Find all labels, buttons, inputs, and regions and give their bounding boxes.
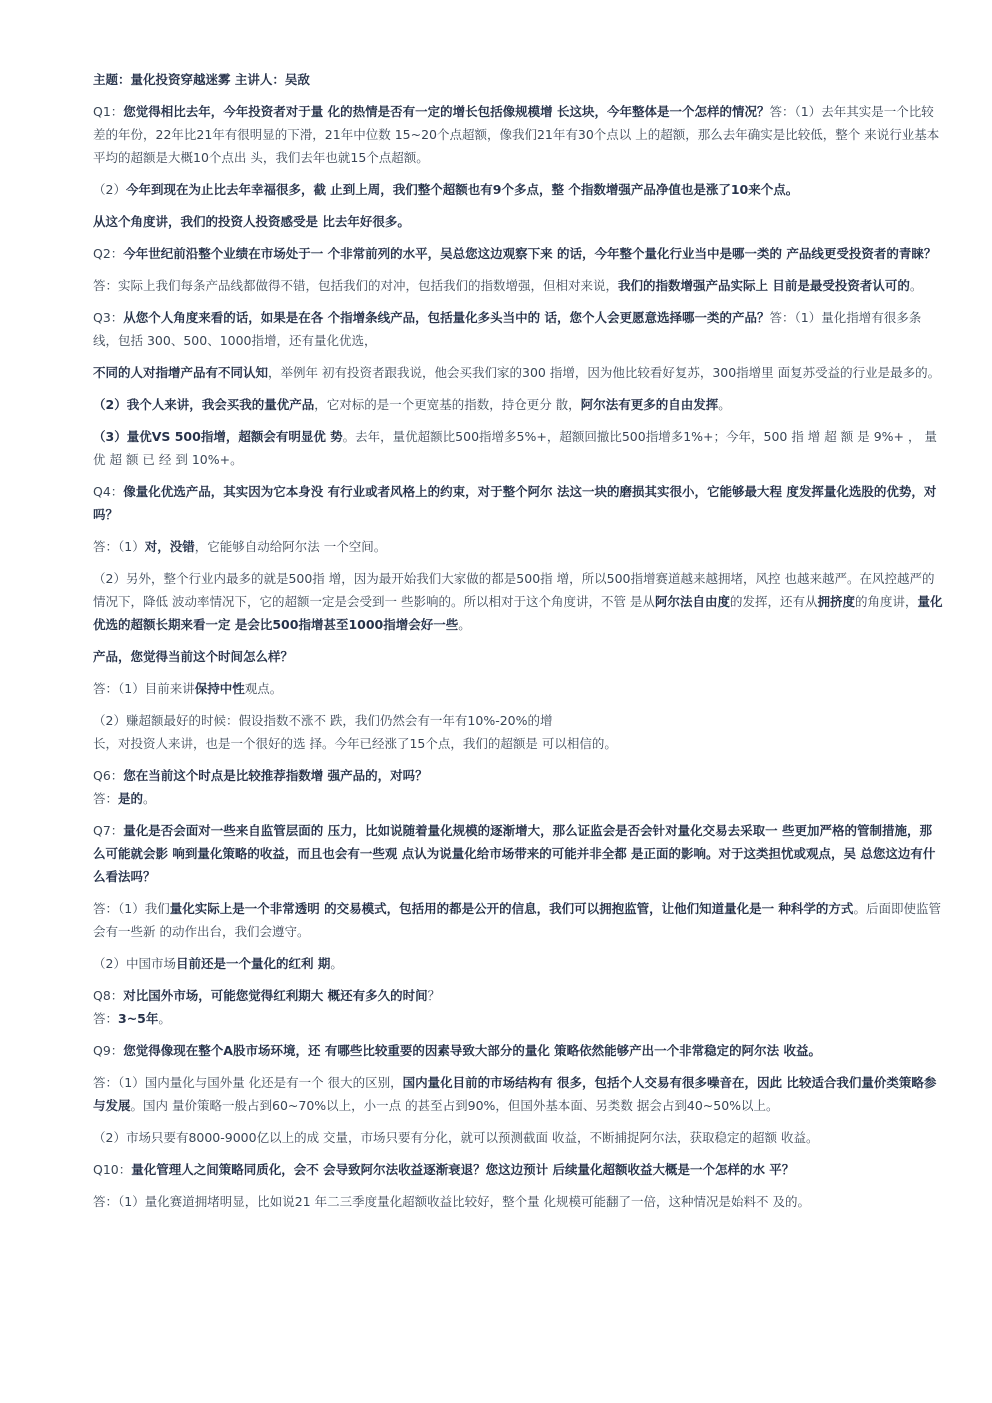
text: 答：实际上我们每条产品线都做得不错，包括我们的对冲，包括我们的指数增强，但相对来说， bbox=[93, 278, 619, 293]
paragraph bbox=[93, 242, 943, 265]
text: 。去年，量优超额比500指增多5%+，超额回撤比500指增多1%+；今年，500 指 增 超 额 是 9%+ ， 量 优 超 额 已 经 到 10%+。 bbox=[93, 429, 937, 467]
paragraph bbox=[93, 306, 943, 352]
bold-text: （3）量优VS 500指增，超额会有明显优 势 bbox=[93, 429, 343, 444]
paragraph bbox=[93, 1190, 943, 1213]
text: 。后面即使监管会有一些新 的动作出台，我们会遵守。 bbox=[93, 901, 941, 939]
paragraph bbox=[93, 567, 943, 636]
paragraph bbox=[93, 764, 943, 787]
bold-text: 国内量化目前的市场结构有 很多，包括个人交易有很多噪音在，因此 比较适合我们量价类策略参与发展 bbox=[93, 1075, 937, 1113]
bold-text: 从这个角度讲，我们的投资人投资感受是 比去年好很多。 bbox=[93, 214, 410, 229]
text: Q2： bbox=[93, 246, 124, 261]
text: Q3： bbox=[93, 310, 124, 325]
bold-text: 我们的指数增强产品实际上 目前是最受投资者认可的 bbox=[618, 278, 910, 293]
text: （2） bbox=[93, 182, 126, 197]
paragraph bbox=[93, 1039, 943, 1062]
text: 观点。 bbox=[244, 681, 283, 696]
bold-text: 量化管理人之间策略同质化，会不 会导致阿尔法收益逐渐衰退？您这边预计 后续量化超额收益大概是一个怎样的水 平？ bbox=[131, 1162, 795, 1177]
bold-text: 从您个人角度来看的话，如果是在各 个指增条线产品，包括量化多头当中的 话，您个人会更愿意选择哪一类的产品？ bbox=[123, 310, 770, 325]
bold-text: 量化是否会面对一些来自监管层面的 压力，比如说随着量化规模的逐渐增大，那么证监会是否会针对量化交易去采取一 些更加严格的管制措施，那么可能就会影 响到量化策略的收益，而且也会有一些观 点认为说量化给市场带来的可能并非全都 是正面的影响。对于这类担忧或观点，吴 总您这边有什么看法吗？ bbox=[93, 823, 936, 884]
paragraph bbox=[93, 100, 943, 169]
paragraph bbox=[93, 787, 943, 810]
paragraph bbox=[93, 480, 943, 526]
paragraph bbox=[93, 210, 943, 233]
bold-text: 今年世纪前沿整个业绩在市场处于一 个非常前列的水平，吴总您这边观察下来 的话，今年整个量化行业当中是哪一类的 产品线更受投资者的青睐？ bbox=[123, 246, 937, 261]
text: 答： bbox=[93, 1011, 119, 1026]
document-page bbox=[93, 68, 943, 1222]
bold-text: 阿尔法自由度 bbox=[654, 594, 730, 609]
paragraph bbox=[93, 68, 943, 91]
bold-text: 保持中性 bbox=[194, 681, 245, 696]
text: Q9： bbox=[93, 1043, 124, 1058]
text: Q10： bbox=[93, 1162, 132, 1177]
text: 的角度讲， bbox=[854, 594, 918, 609]
bold-text: 对，没错 bbox=[144, 539, 195, 554]
paragraph bbox=[93, 178, 943, 201]
bold-text: 您在当前这个时点是比较推荐指数增 强产品的，对吗？ bbox=[123, 768, 428, 783]
text: Q1： bbox=[93, 104, 124, 119]
paragraph bbox=[93, 393, 943, 416]
text: 。 bbox=[718, 397, 731, 412]
bold-text: 3~5年 bbox=[118, 1011, 159, 1026]
bold-text: 拥挤度 bbox=[817, 594, 855, 609]
bold-text: 量化优选的超额长期来看一定 是会比500指增甚至1000指增会好一些 bbox=[93, 594, 943, 632]
text: 答： bbox=[93, 791, 119, 806]
text: 。 bbox=[330, 956, 343, 971]
bold-text: 对比国外市场，可能您觉得红利期大 概还有多久的时间 bbox=[123, 988, 428, 1003]
text: Q7： bbox=[93, 823, 124, 838]
text: ？ bbox=[427, 988, 441, 1003]
bold-text: 目前还是一个量化的红利 期 bbox=[175, 956, 331, 971]
bold-text: 今年到现在为止比去年幸福很多，截 止到上周，我们整个超额也有9个多点，整 个指数增强产品净值也是涨了10来个点。 bbox=[125, 182, 799, 197]
bold-text: 主题：量化投资穿越迷雾 主讲人：吴敌 bbox=[93, 72, 310, 87]
bold-text: 阿尔法有更多的自由发挥 bbox=[580, 397, 719, 412]
text: 答：（1）去年其实是一个比较差的年份，22年比21年有很明显的下滑，21年中位数 15~20个点超额，像我们21年有30个点以 上的超额，那么去年确实是比较低，整个 来说行业基本平均的超额是大概10个点出 头，我们去年也就15个点超额。 bbox=[93, 104, 940, 165]
paragraph bbox=[93, 677, 943, 700]
text: 答：（1）目前来讲 bbox=[93, 681, 195, 696]
text: Q8： bbox=[93, 988, 124, 1003]
bold-text: 您觉得像现在整个A股市场环境，还 有哪些比较重要的因素导致大部分的量化 策略依然能够产出一个非常稳定的阿尔法 收益。 bbox=[123, 1043, 822, 1058]
text: 。 bbox=[143, 791, 156, 806]
text: ，举例年 初有投资者跟我说，他会买我们家的300 指增，因为他比较看好复苏，300指增里 面复苏受益的行业是最多的。 bbox=[268, 365, 941, 380]
paragraph bbox=[93, 732, 943, 755]
text: Q4： bbox=[93, 484, 124, 499]
text: 。 bbox=[158, 1011, 171, 1026]
text: （2）市场只要有8000-9000亿以上的成 交量，市场只要有分化，就可以预测截面 收益，不断捕捉阿尔法，获取稳定的超额 收益。 bbox=[93, 1130, 819, 1145]
paragraph bbox=[93, 1126, 943, 1149]
text: 长，对投资人来讲，也是一个很好的选 择。今年已经涨了15个点，我们的超额是 可以相信的。 bbox=[93, 736, 617, 751]
text: 。国内 量价策略一般占到60~70%以上，小一点 的甚至占到90%，但国外基本面、另类数 据会占到40~50%以上。 bbox=[130, 1098, 779, 1113]
text: ，它对标的是一个更宽基的指数，持仓更分 散， bbox=[314, 397, 581, 412]
paragraph bbox=[93, 361, 943, 384]
text: ，它能够自动给阿尔法 一个空间。 bbox=[194, 539, 387, 554]
paragraph bbox=[93, 1158, 943, 1181]
paragraph bbox=[93, 1071, 943, 1117]
text: （2）另外，整个行业内最多的就是500指 增，因为最开始我们大家做的都是500指 增，所以500指增赛道越来越拥堵，风控 也越来越严。在风控越严的情况下，降低 波动率情况下，它的超额一定是会受到一 些影响的。所以相对于这个角度讲，不管 是从 bbox=[93, 571, 935, 609]
text: 的发挥，还有从 bbox=[729, 594, 818, 609]
paragraph bbox=[93, 1007, 943, 1030]
paragraph bbox=[93, 709, 943, 732]
text: （2）中国市场 bbox=[93, 956, 176, 971]
bold-text: 您觉得相比去年，今年投资者对于量 化的热情是否有一定的增长包括像规模增 长这块，今年整体是一个怎样的情况？ bbox=[123, 104, 770, 119]
text: 答：（1）量化赛道拥堵明显，比如说21 年二三季度量化超额收益比较好，整个量 化规模可能翻了一倍，这种情况是始料不 及的。 bbox=[93, 1194, 811, 1209]
paragraph bbox=[93, 952, 943, 975]
bold-text: 不同的人对指增产品有不同认知 bbox=[93, 365, 269, 380]
paragraph bbox=[93, 897, 943, 943]
text: 答：（1）我们 bbox=[93, 901, 170, 916]
bold-text: 是的 bbox=[118, 791, 144, 806]
bold-text: 量化实际上是一个非常透明 的交易模式，包括用的都是公开的信息，我们可以拥抱监管，让他们知道量化是一 种科学的方式 bbox=[169, 901, 854, 916]
paragraph bbox=[93, 535, 943, 558]
text: 答：（1）量化指增有很多条线，包括 300、500、1000指增，还有量化优选， bbox=[93, 310, 922, 348]
text: 答：（1） bbox=[93, 539, 145, 554]
text: 。 bbox=[458, 617, 471, 632]
bold-text: （2）我个人来讲，我会买我的量优产品 bbox=[93, 397, 315, 412]
bold-text: 像量化优选产品，其实因为它本身没 有行业或者风格上的约束，对于整个阿尔 法这一块的磨损其实很小，它能够最大程 度发挥量化选股的优势，对吗？ bbox=[93, 484, 937, 522]
text: 。 bbox=[909, 278, 923, 293]
paragraph bbox=[93, 425, 943, 471]
paragraph bbox=[93, 819, 943, 888]
paragraph bbox=[93, 645, 943, 668]
text: Q6： bbox=[93, 768, 124, 783]
text: 答：（1）国内量化与国外量 化还是有一个 很大的区别， bbox=[93, 1075, 403, 1090]
paragraph bbox=[93, 984, 943, 1007]
bold-text: 产品，您觉得当前这个时间怎么样？ bbox=[93, 649, 294, 664]
text: （2）赚超额最好的时候：假设指数不涨不 跌，我们仍然会有一年有10%-20%的增 bbox=[93, 713, 553, 728]
paragraph bbox=[93, 274, 943, 297]
